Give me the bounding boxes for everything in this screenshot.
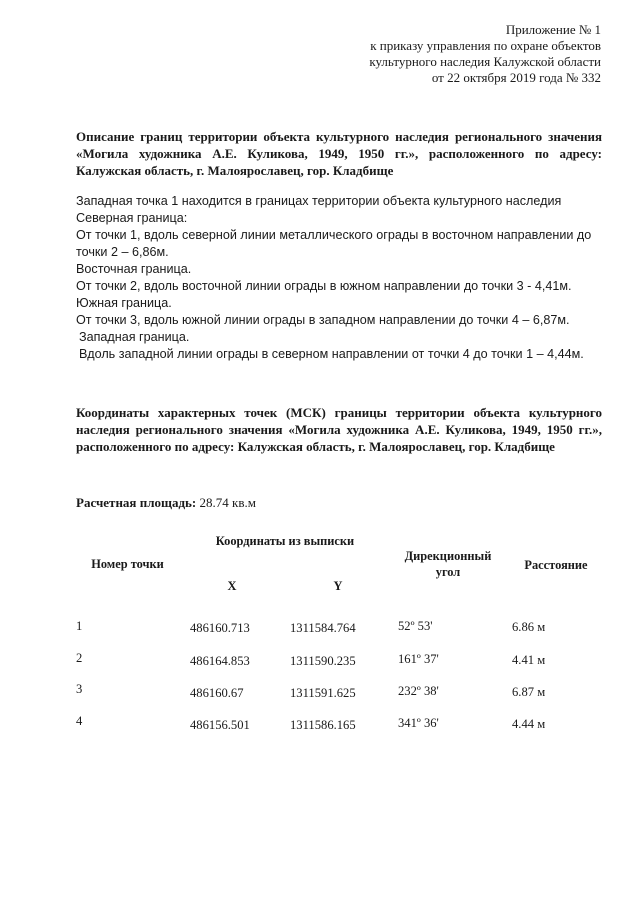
appendix-header [369, 22, 601, 86]
header-direction-angle: Дирекционный угол [404, 549, 492, 579]
cell-x: 486160.713 [190, 621, 250, 635]
header-distance: Расстояние [524, 558, 588, 572]
description-line: От точки 2, вдоль восточной линии ограды в южном направлении до точки 3 - 4,41м. [76, 279, 572, 293]
cell-point: 3 [76, 682, 83, 696]
cell-point: 4 [76, 714, 83, 728]
header-x: X [227, 579, 237, 593]
cell-distance: 6.86 м [512, 620, 546, 634]
cell-x: 486156.501 [190, 718, 250, 732]
header-coordinates: Координаты из выписки [215, 534, 355, 548]
area-value: 28.74 кв.м [199, 495, 256, 510]
area-label: Расчетная площадь: [76, 495, 197, 510]
boundary-description [76, 193, 616, 363]
cell-angle: 341º 36' [398, 716, 439, 730]
appendix-line: культурного наследия Калужской области [369, 54, 601, 69]
cell-x: 486160.67 [190, 686, 244, 700]
cell-distance: 6.87 м [512, 685, 546, 699]
header-point-number: Номер точки [91, 557, 164, 571]
cell-y: 1311586.165 [290, 718, 356, 732]
description-line: Западная точка 1 находится в границах территории объекта культурного наследия [76, 194, 562, 208]
coordinates-title: Координаты характерных точек (МСК) границы территории объекта культурного наследия регионального значения «Могила художника А.Е. Куликова, 1949, 1950 гг.», расположенного по адресу: Калужская область, г. Малоярославец, гор. Кладбище [76, 405, 602, 454]
cell-point: 1 [76, 619, 83, 633]
appendix-line: от 22 октября 2019 года № 332 [431, 70, 601, 85]
header-y: Y [333, 579, 343, 593]
description-line: Вдоль западной линии ограды в северном направлении от точки 4 до точки 1 – 4,44м. [79, 347, 584, 361]
cell-y: 1311584.764 [290, 621, 356, 635]
appendix-line: к приказу управления по охране объектов [370, 38, 601, 53]
boundary-description-title: Описание границ территории объекта культурного наследия регионального значения «Могила художника А.Е. Куликова, 1949, 1950 гг.», расположенного по адресу: Калужская область, г. Малоярославец, гор. Кладбище [76, 129, 602, 178]
cell-x: 486164.853 [190, 654, 250, 668]
cell-y: 1311590.235 [290, 654, 356, 668]
description-line: От точки 3, вдоль южной линии ограды в западном направлении до точки 4 – 6,87м. [76, 313, 570, 327]
description-line: точки 2 – 6,86м. [76, 245, 169, 259]
cell-distance: 4.41 м [512, 653, 546, 667]
cell-angle: 232º 38' [398, 684, 439, 698]
calculated-area [76, 495, 256, 511]
description-line: Западная граница. [79, 330, 190, 344]
description-line: От точки 1, вдоль северной линии металлического ограды в восточном направлении до [76, 228, 592, 242]
cell-point: 2 [76, 651, 83, 665]
description-line: Восточная граница. [76, 262, 192, 276]
cell-distance: 4.44 м [512, 717, 546, 731]
appendix-line: Приложение № 1 [505, 22, 601, 37]
cell-angle: 52º 53' [398, 619, 433, 633]
cell-y: 1311591.625 [290, 686, 356, 700]
cell-angle: 161º 37' [398, 652, 439, 666]
description-line: Северная граница: [76, 211, 188, 225]
description-line: Южная граница. [76, 296, 172, 310]
